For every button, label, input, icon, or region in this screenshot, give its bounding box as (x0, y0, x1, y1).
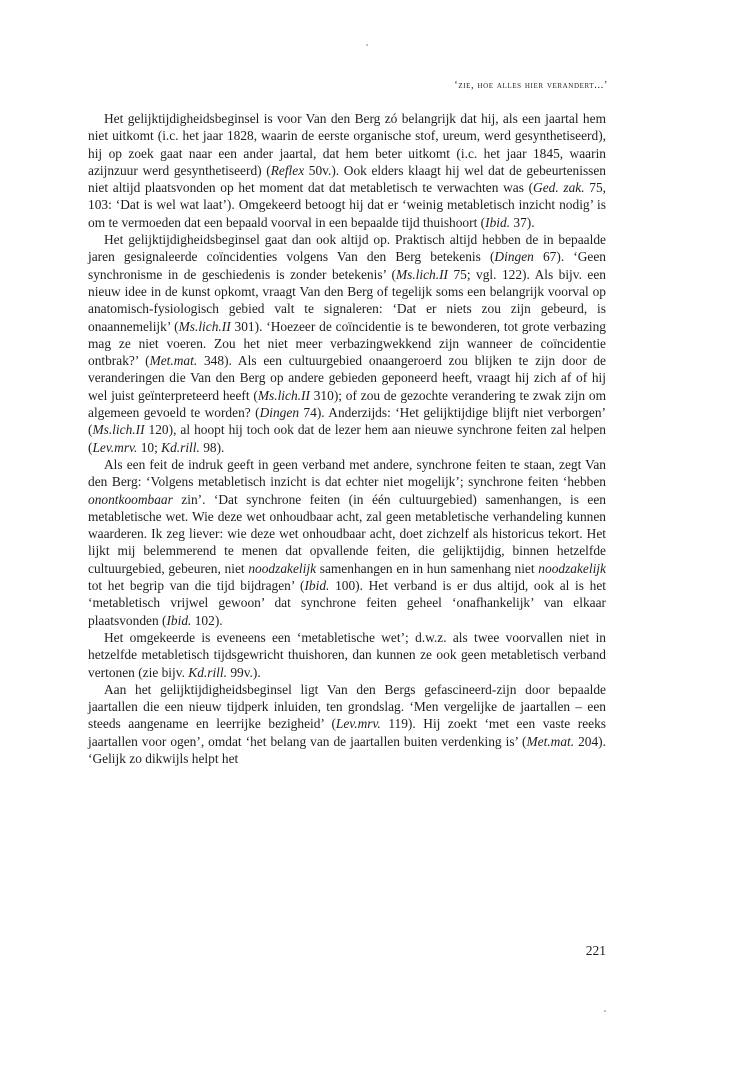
citation-italic: Met.mat. (149, 353, 198, 369)
citation-italic: Kd.rill. (188, 664, 227, 680)
citation-italic: Dingen (259, 405, 300, 421)
text-run: tot het begrip van die tijd bijdragen’ ( (88, 578, 305, 594)
citation-italic: Dingen (494, 249, 534, 265)
text-run: Het gelijktijdigheidsbeginsel gaat dan ook altijd op. Praktisch altijd hebben de in bepaalde jaren gesignaleerde coïncidenties volgens Van den Berg betekenis ( (88, 232, 606, 265)
citation-italic: Lev.mrv. (335, 716, 381, 732)
text-run: 310); of zou de gezochte verandering te zwak zijn om algemeen gevoeld te worden? ( (88, 387, 606, 421)
citation-italic: noodzakelijk (538, 560, 606, 576)
text-run: samenhangen en in hun samenhang niet (316, 560, 539, 576)
citation-italic: Kd.rill. (161, 439, 200, 455)
paragraph-1 (88, 110, 606, 231)
citation-italic: Ms.lich.II (178, 318, 231, 334)
paragraph-5 (88, 681, 606, 767)
text-run: 50v.). Ook elders klaagt hij wel dat de gebeurtenissen niet altijd plaatsvonden op het moment dat dat metabletisch te verwachten was ( (88, 162, 607, 196)
text-run: Als een feit de indruk geeft in geen verband met andere, synchrone feiten te staan, zegt Van den Berg: ‘Volgens metabletisch inzicht is dat echter niet mogelijk’; synchrone feiten ‘hebben (88, 456, 606, 490)
citation-italic: onontkoombaar (88, 491, 173, 507)
text-run: 75; vgl. 122). Als bijv. een nieuw idee in de kunst opkomt, vraagt Van den Berg of tegelijk soms een belangrijk voorval op anatomisch-fysiologisch gebied valt te signaleren: ‘Dat er niets zou zijn gebeurd, is onaannemelijk’ ( (88, 266, 606, 334)
text-run: 119). Hij zoekt ‘met een vaste reeks jaartallen voor ogen’, omdat ‘het belang van de jaartallen buiten verdenking is’ ( (88, 716, 607, 749)
citation-italic: Reflex (270, 162, 305, 178)
paragraph-3 (88, 456, 606, 629)
text-run: 67). ‘Geen synchronisme in de geschiedenis is zonder betekenis’ ( (88, 249, 607, 282)
paragraph-2 (88, 231, 606, 456)
page-number: 221 (585, 943, 606, 958)
citation-italic: Lev.mrv. (92, 439, 138, 455)
citation-italic: Met.mat. (526, 733, 575, 749)
citation-italic: Ibid. (166, 612, 192, 628)
text-run: 75, 103: ‘Dat is wel wat laat’). Omgekeerd betoogt hij dat er ‘weinig metabletisch inzicht nodig’ is om te vermoeden dat een bepaald voorval in een bepaalde tijd thuishoort ( (88, 180, 606, 230)
citation-italic: Ged. zak. (533, 180, 585, 196)
text-run: 348). Als een cultuurgebied onaangeroerd zou blijken te zijn door de veranderingen die Van den Berg op andere gebieden geponeerd heeft, vraagt hij zich af of hij wel juist geïnterpreteerd heeft ( (88, 353, 607, 403)
text-run: 10; (137, 439, 162, 455)
text-run: Het omgekeerde is eveneens een ‘metabletische wet’; d.w.z. als twee voorvallen niet in hetzelfde metabletisch tijdsgewricht thuishoren, dan kunnen ze ook geen metabletisch verband vertonen (zie bijv. (88, 629, 606, 680)
text-run: 204). ‘Gelijk zo dikwijls helpt het (88, 733, 606, 766)
text-run: Het gelijktijdigheidsbeginsel is voor Van den Berg zó belangrijk dat hij, als een jaartal hem niet uitkomt (i.c. het jaar 1828, waarin de eerste organische stof, ureum, werd gesynthetiseerd), hij op zoek gaat naar een ander jaartal, dat hem beter uitkomt (i.c. het jaar 1845, waarin azijnzuur werd gesynthetiseerd) ( (88, 111, 606, 178)
text-run: zin’. ‘Dat synchrone feiten (in één cultuurgebied) samenhangen, is een metabletische wet. Wie deze wet onhoudbaar acht, zal geen metabletische verhandeling kunnen waarderen. Ik zeg liever: wie deze wet onhoudbaar acht, doet zichzelf als historicus tekort. Het lijkt mij belemmerend te menen dat opvallende feiten, die gelijktijdig, binnen hetzelfde cultuurgebied, gebeuren, niet (88, 491, 606, 576)
text-run: 37). (510, 214, 535, 230)
text-run: 120), al hoopt hij toch ook dat de lezer hem aan nieuwe synchrone feiten zal helpen ( (88, 422, 606, 455)
citation-italic: Ibid. (485, 214, 511, 230)
body-text (88, 110, 606, 767)
text-run: 99v.). (226, 664, 261, 680)
text-run: 102). (191, 612, 223, 628)
citation-italic: noodzakelijk (248, 560, 317, 576)
text-run: 301). ‘Hoezeer de coïncidentie is te bewonderen, tot grote verbazing mag ze niet voeren. Zou het niet meer verbazingwekkend zijn wanneer de coïncidentie ontbrak?’ ( (88, 318, 606, 369)
text-run: 74). Anderzijds: ‘Het gelijktijdige blijft niet verborgen’ ( (88, 405, 606, 438)
citation-italic: Ms.lich.II (395, 266, 448, 282)
text-run: Aan het gelijktijdigheidsbeginsel ligt Van den Bergs gefascineerd-zijn door bepaalde jaartallen die een nieuw tijdperk inluiden, ten grondslag. ‘Men vergelijke de jaartallen – een steeds aangename en leerrijke bezigheid’ ( (88, 681, 606, 732)
text-run: 100). Het verband is er dus altijd, ook al is het ‘metabletisch vrijwel gewoon’ dat synchrone feiten geheel ‘onafhankelijk’ van elkaar plaatsvonden ( (88, 578, 606, 628)
running-head: ‘zie, hoe alles hier verandert...’ (454, 80, 608, 91)
citation-italic: Ms.lich.II (257, 387, 310, 403)
citation-italic: Ibid. (304, 578, 330, 594)
text-run: 98). (199, 439, 225, 455)
paragraph-4 (88, 629, 606, 681)
citation-italic: Ms.lich.II (92, 422, 145, 438)
